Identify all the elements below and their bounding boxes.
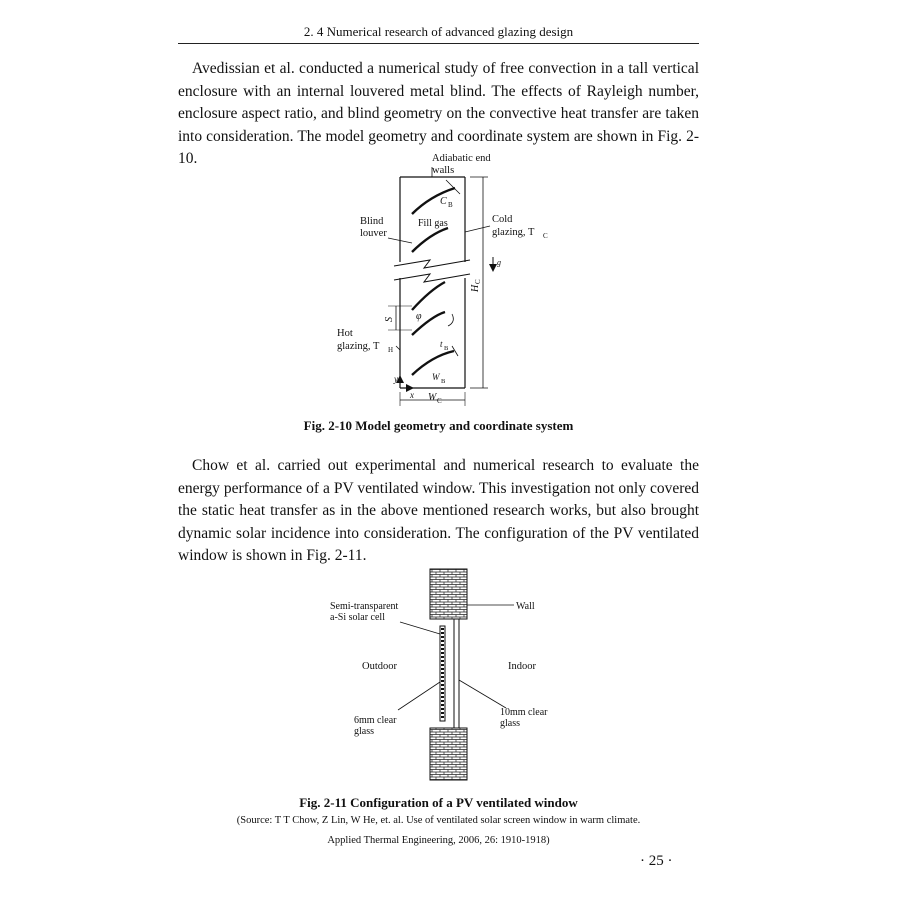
glass6-label-line2: glass xyxy=(354,726,374,737)
header-rule xyxy=(178,43,699,44)
enclosure-outline xyxy=(400,177,465,388)
figure-source-line1: (Source: T T Chow, Z Lin, W He, et. al. Use of ventilated solar screen window in warm climate. xyxy=(236,815,641,826)
hot-label-line1: Hot xyxy=(337,328,353,339)
s-label: S xyxy=(384,317,395,322)
paragraph-chow: Chow et al. carried out experimental and numerical research to evaluate the energy performance of a PV ventilated window. This investigation not only covered the static heat transfer as in the above mentioned research works, but also brought dynamic solar incidence into consideration. The configuration of the PV ventilated window is shown in Fig. 2-11. xyxy=(178,457,699,564)
lower-wall-brick xyxy=(430,728,467,780)
cb-label: C xyxy=(440,196,447,207)
hot-label-sub: H xyxy=(388,346,394,354)
glass10-leader xyxy=(459,680,506,708)
hot-label-line2: glazing, T xyxy=(337,341,380,352)
outdoor-label: Outdoor xyxy=(362,661,397,672)
hc-label-sub: C xyxy=(474,279,482,284)
y-axis-label: y xyxy=(394,374,398,384)
glass6-label-line1: 6mm clear xyxy=(354,715,397,726)
wall-label: Wall xyxy=(516,601,535,612)
glass10-label-line1: 10mm clear xyxy=(500,707,548,718)
cold-leader xyxy=(465,226,490,232)
running-header: 2. 4 Numerical research of advanced glazing design xyxy=(303,24,574,39)
wc-label: W xyxy=(428,392,437,403)
gravity-label: g xyxy=(497,258,501,267)
adiabatic-label-line1: Adiabatic end xyxy=(432,153,491,164)
tb-label-sub: B xyxy=(444,345,449,352)
x-axis-label: x xyxy=(410,390,414,400)
tb-label: t xyxy=(440,339,443,349)
hc-label: H xyxy=(470,284,481,292)
figure-source-line2: Applied Thermal Engineering, 2006, 26: 1910-1918) xyxy=(327,835,550,846)
phi-arc xyxy=(448,314,453,326)
indoor-label: Indoor xyxy=(508,661,536,672)
blind-label-line2: louver xyxy=(360,228,387,239)
fill-gas-label: Fill gas xyxy=(418,218,448,229)
adiabatic-label-line2: walls xyxy=(432,165,455,176)
cold-label-line1: Cold xyxy=(492,214,513,225)
cold-label-sub: C xyxy=(543,232,548,240)
phi-label: φ xyxy=(416,311,422,322)
glass6-leader xyxy=(398,682,440,710)
figure-2-11 xyxy=(320,562,570,790)
solar-cell-label-line2: a-Si solar cell xyxy=(330,612,385,623)
glass10-label-line2: glass xyxy=(500,718,520,729)
cb-label-sub: B xyxy=(448,201,453,209)
upper-wall-brick xyxy=(430,569,467,619)
figure-2-11-caption: Fig. 2-11 Configuration of a PV ventilated window xyxy=(299,795,578,810)
figure-2-10 xyxy=(320,150,560,412)
inner-10mm-glass xyxy=(454,619,459,728)
wb-label: W xyxy=(432,372,440,382)
page-number: · 25 · xyxy=(640,853,673,869)
blind-label-line1: Blind xyxy=(360,216,384,227)
cb-dimension xyxy=(446,180,460,194)
hot-leader xyxy=(396,346,400,350)
wb-label-sub: B xyxy=(441,378,446,385)
solar-cell-leader xyxy=(400,622,440,634)
wc-label-sub: C xyxy=(437,397,442,405)
paragraph-avedissian: Avedissian et al. conducted a numerical study of free convection in a tall vertical enclosure with an internal louvered metal blind. The effects of Rayleigh number, enclosure aspect ratio, and blind geometry on the convective heat transfer are taken into consideration. The model geometry and coordinate system are shown in Fig. 2-10. xyxy=(178,60,699,167)
cold-label-line2: glazing, T xyxy=(492,227,535,238)
figure-2-10-caption: Fig. 2-10 Model geometry and coordinate system xyxy=(303,418,574,433)
blind-louvers xyxy=(412,188,455,375)
break-symbol xyxy=(394,260,470,282)
solar-cell-label-line1: Semi-transparent xyxy=(330,601,399,612)
